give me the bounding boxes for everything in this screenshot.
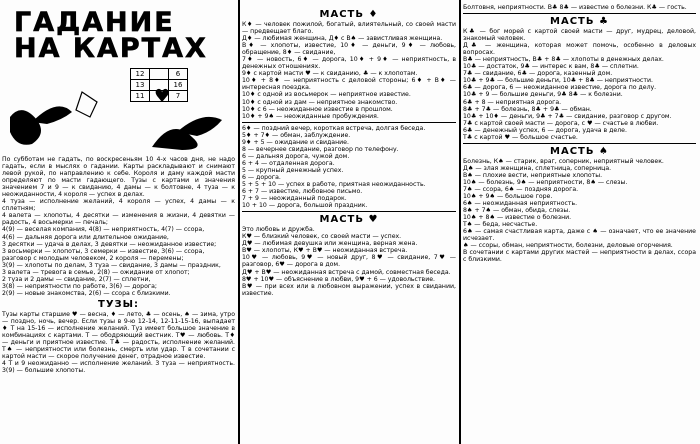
rule-line: 7 + 9 — неожиданный подарок. xyxy=(242,195,347,203)
clubs-heading: МАСТЬ ♣ xyxy=(550,16,609,28)
clubs-spades-section xyxy=(463,4,696,264)
intro-paragraph: По субботам не гадать, по воскресеньям 10 4-х часов дня, не надо гадать, если в мыслях о гадании. Карты раскладывают и снимают левой рукой, по направлению к себе. Короля и даму каждой масти определяют по масти гадающего. Тузы с картами и значения значением 7 и 9 — к свиданию, 4 дамы — к болтовне, 4 туза — к неожиданности, 4 короля — успех в делах. xyxy=(2,156,235,199)
rule-line: ♠ — ссоры, обман, неприятности, болезни, деловые огорчения. xyxy=(463,242,673,250)
rule-line: 7♠ — ссора, 6♠ — поздняя дорога. xyxy=(463,185,579,193)
rule-line: 6♠ — самая счастливая карта, даже с ♠ — означает, что ее значение исчезает. xyxy=(463,228,696,243)
grid-cell xyxy=(150,80,169,91)
rule-line: 10♣ + 9 — большие деньги, 9♣ 8♣ — к болезни. xyxy=(463,91,623,99)
rule-line: В♥ — при всех или в любовном выражении, успех в свидании, известие. xyxy=(242,282,456,297)
rule-line: В♦ — хлопоты, известие, 10♦ — деньги, 9♦ — любовь, обращение, 8♦ — свидание, xyxy=(242,42,456,57)
bird-wing-right xyxy=(177,117,222,136)
rule-line: 10♠ + 8♠ — известие о болезни. xyxy=(463,214,572,222)
rule-line: 10♦ с 6 — неожиданное известие в прошлом. xyxy=(242,105,393,113)
title-line-1: ГАДАНИЕ xyxy=(14,7,175,38)
rule-line: 10♣ — достаток, 9♣ — интерес к вам, 8♣ — сплетни. xyxy=(463,63,639,71)
heart-suit-icon: ♥ xyxy=(154,86,171,107)
rule-line: 3 десятки — удача в делах, 3 девятки — неожиданное известие; xyxy=(2,240,217,248)
diamonds-heading: МАСТЬ ♦ xyxy=(319,9,379,20)
card-illustration xyxy=(2,62,237,152)
rule-line: Это любовь и дружба. xyxy=(242,226,315,234)
rule-line: 3 валета — тревога в семье, 2(8) — ожидание от хлопот; xyxy=(2,268,190,276)
grid-cell: 7 xyxy=(169,91,188,102)
spades-heading: МАСТЬ ♠ xyxy=(550,145,609,157)
rule-line: 5♦ + 7♦ — обман, заблуждение. xyxy=(242,131,351,139)
divider xyxy=(463,13,696,14)
rule-line: 10♦ + 9♠ — неожиданные пробуждения. xyxy=(242,112,379,120)
grid-cell: 16 xyxy=(169,80,188,91)
card-shape xyxy=(76,92,97,117)
rule-line: 6♣ — денежный успех, 6 — дорога, удача в деле. xyxy=(463,126,627,134)
divider xyxy=(242,211,456,212)
rule-line: К♥ — близкий человек, со своей масти — успех. xyxy=(242,233,402,241)
rule-line: 7♣ — свидание, 6♣ — дорога, казенный дом. xyxy=(463,70,613,78)
rule-line: 5 — крупный денежный успех. xyxy=(242,166,344,174)
bird-silhouette-left xyxy=(10,110,41,145)
rule-line: 6♣ — дорога, 6 — неожиданное известие, дорога по делу. xyxy=(463,84,657,92)
rule-line: Д♥ — любимая девушка или женщина, верная жена. xyxy=(242,240,418,248)
column-middle xyxy=(240,0,458,444)
rule-line: 3(8) — неприятности по работе, 3(6) — дорога; xyxy=(2,282,158,290)
rule-line: 6♣ + 8 — неприятная дорога. xyxy=(463,98,562,106)
grid-cell: 6 xyxy=(169,69,188,80)
hearts-heading: МАСТЬ ♥ xyxy=(319,214,379,226)
grid-cell xyxy=(150,69,169,80)
rule-line: 6♦ — поздний вечер, короткая встреча, долгая беседа. xyxy=(242,124,426,132)
grid-cell: 11 xyxy=(131,91,150,102)
rule-line: 7♦ — новость, 6♦ — дорога, 10♦ + 9♦ — неприятность, в денежных отношениях. xyxy=(242,56,456,71)
rule-line: 8 — вечернее свидание, разговор по телефону. xyxy=(242,145,399,153)
rule-line: Д♠ — злая женщина, сплетница, соперница. xyxy=(463,164,612,172)
rule-line: 2(9) — новые знакомства, 2(6) — ссора с близкими. xyxy=(2,289,171,297)
rule-line: 10♠ + 9♠ — большое горе. xyxy=(463,193,553,201)
rule-line: Д♣ — женщина, которая может помочь, особенно в деловых вопросах. xyxy=(463,42,696,57)
rule-line: Болезнь, К♠ — старик, враг, соперник, неприятный человек. xyxy=(463,157,664,165)
rule-line: разговор с молодым человеком, 2 короля — перемены; xyxy=(2,254,184,262)
rule-line: Т♠ — беда, несчастье. xyxy=(463,221,538,229)
rule-line: 6 — дорога. xyxy=(242,173,281,181)
rule-line: 8♠ + 7♠ — обман, обида, слезы. xyxy=(463,207,571,215)
rule-line: В сочетании с картами других мастей — неприятности в делах, ссора с близкими. xyxy=(463,249,696,264)
rule-line: 10 + 10 — дорога, большой праздник. xyxy=(242,202,368,210)
rule-line: Болтовня, неприятности. В♣ 8♣ — известие о болезни. К♣ — гость. xyxy=(463,4,687,11)
rule-line: 10♦ с одной из восьмерок — неприятное известие. xyxy=(242,91,411,99)
aces-heading: ТУЗЫ: xyxy=(98,298,139,310)
rule-line: В♣ — неприятность, В♣ + 8♣ — хлопоты в денежных делах. xyxy=(463,56,664,64)
rule-line: 8♥ + 10♥ — объяснение в любви, 9♥ + 6 — удовольствие. xyxy=(242,275,435,283)
rule-line: 9♦ + 5 — ожидание и свидание. xyxy=(242,138,349,146)
rule-line: К♣ — бог морей с картой своей масти — друг, мудрец, деловой, знакомый человек. xyxy=(463,28,696,43)
bird-wing-left xyxy=(32,106,72,124)
rule-line: 5 + 5 + 10 — успех в работе, приятная неожиданность. xyxy=(242,181,426,189)
intro-text-block xyxy=(2,156,235,374)
divider xyxy=(463,143,696,144)
column-right xyxy=(461,0,698,444)
column-left xyxy=(2,0,237,444)
rule-line: 10♣ + 9♣ — большие деньги, 10♣ + 8♣ — неприятности. xyxy=(463,77,653,85)
rule-line: 6 — дальняя дорога, чужой дом. xyxy=(242,152,350,160)
rule-line: 3 восьмерки — хлопоты, 3 семерки — известие, 3(6) — ссора, xyxy=(2,247,205,255)
rule-line: Д♥ + В♥ — неожиданная встреча с дамой, совместная беседа. xyxy=(242,268,451,276)
divider xyxy=(242,122,456,123)
aces-paragraph: Тузы карты старшие ♥ — весна, ♦ — лето, ♣ — осень, ♠ — зима, утро — поздно, ночь, вечер. Если тузы в 9-ю 12-14, 12-11-15-16, выпадает ♦ Т на 15-16 — исполнение желаний. Туз имеет большое значение в комбинациях с картами. Т — ободряющий вестник. Т♥ — любовь. Т♦ — деньги и приятное известие. Т♣ — радость, исполнение желаний. Т♠ — неприятности или болезнь, смерть или удар. Т в сочетании с картой масти — скорое получение денег, отрадное известие. xyxy=(2,310,235,361)
rule-line: 4 валета — хлопоты, 4 десятки — изменения в жизни, 4 девятки — радость, 4 восьмерки — печаль; xyxy=(2,212,235,227)
rule-line: К♦ — человек пожилой, богатый, влиятельный, со своей масти — предвещает благо. xyxy=(242,21,456,36)
rule-line: 6 + 4 — отдаленная дорога. xyxy=(242,159,335,167)
rule-line: 6♠ — неожиданная неприятность. xyxy=(463,200,578,208)
rule-line: Д♦ — любимая женщина, Д♦ с В♠ — завистливая женщина. xyxy=(242,35,443,43)
rule-line: 4(9) — веселая компания, 4(8) — неприятность, 4(7) — ссора, xyxy=(2,226,205,234)
rule-line: 2 туза и 2 дамы — свидание, 2(7) — сплетни, xyxy=(2,275,151,283)
rule-line: В♠ — плохие вести, неприятные хлопоты. xyxy=(463,171,603,179)
aces-end-paragraph: 4 Т и 9 неожиданно — исполнение желаний. 3 туза — неприятность. 3(9) — большие хлопоты. xyxy=(2,360,235,375)
rule-line: 10♥ — любовь, 9♥ — новый друг, 8♥ — свидание, 7♥ — разговор, 6♥ — дорога в дом. xyxy=(242,254,456,269)
rule-line: В♥ — хлопоты, К♥ + В♥ — неожиданная встреча. xyxy=(242,247,408,255)
page-title xyxy=(14,7,237,64)
rule-line: 10♦ с одной из дам — неприятное знакомство. xyxy=(242,98,398,106)
grid-cell: 13 xyxy=(131,80,150,91)
rule-line: 10♦ + 8♦ — неприятность с деловой стороны; 6♦ + В♦ — интересная поездка. xyxy=(242,77,456,92)
card-layout-grid xyxy=(130,68,188,102)
diamonds-section xyxy=(242,7,456,297)
rule-line: 10♣ + 10♦ — деньги, 9♣ + 7♣ — свидание, разговор с другом. xyxy=(463,112,672,120)
grid-cell: 12 xyxy=(131,69,150,80)
rule-line: 4(6) — дальняя дорога или длительное ожидание, xyxy=(2,233,169,241)
rule-line: 8♣ + 7♣ — болезнь, 8♣ + 9♣ — обман. xyxy=(463,105,592,113)
rule-line: 7♣ с картой своей масти — дорога, с ♥ — счастье в любви. xyxy=(463,119,659,127)
rule-line: 4 туза — исполнение желаний, 4 короля — успех, 4 дамы — к сплетням; xyxy=(2,198,235,213)
grid-cell xyxy=(150,91,169,102)
rule-line: Т♣ с картой ♥ — большое счастье. xyxy=(463,133,578,141)
rule-line: 9♦ с картой масти ♥ — к свиданию, ♣ — к хлопотам. xyxy=(242,70,418,78)
rule-line: 6 + 7 — известие, любовное письмо. xyxy=(242,188,363,196)
title-line-2: НА КАРТАХ xyxy=(14,33,208,64)
rule-line: 10♠ — болезнь, 9♠ — неприятности, 8♠ — слезы. xyxy=(463,178,628,186)
rule-line: 3(9) — хлопоты по делам, 3 туза — свидание, 3 дамы — праздник, xyxy=(2,261,221,269)
